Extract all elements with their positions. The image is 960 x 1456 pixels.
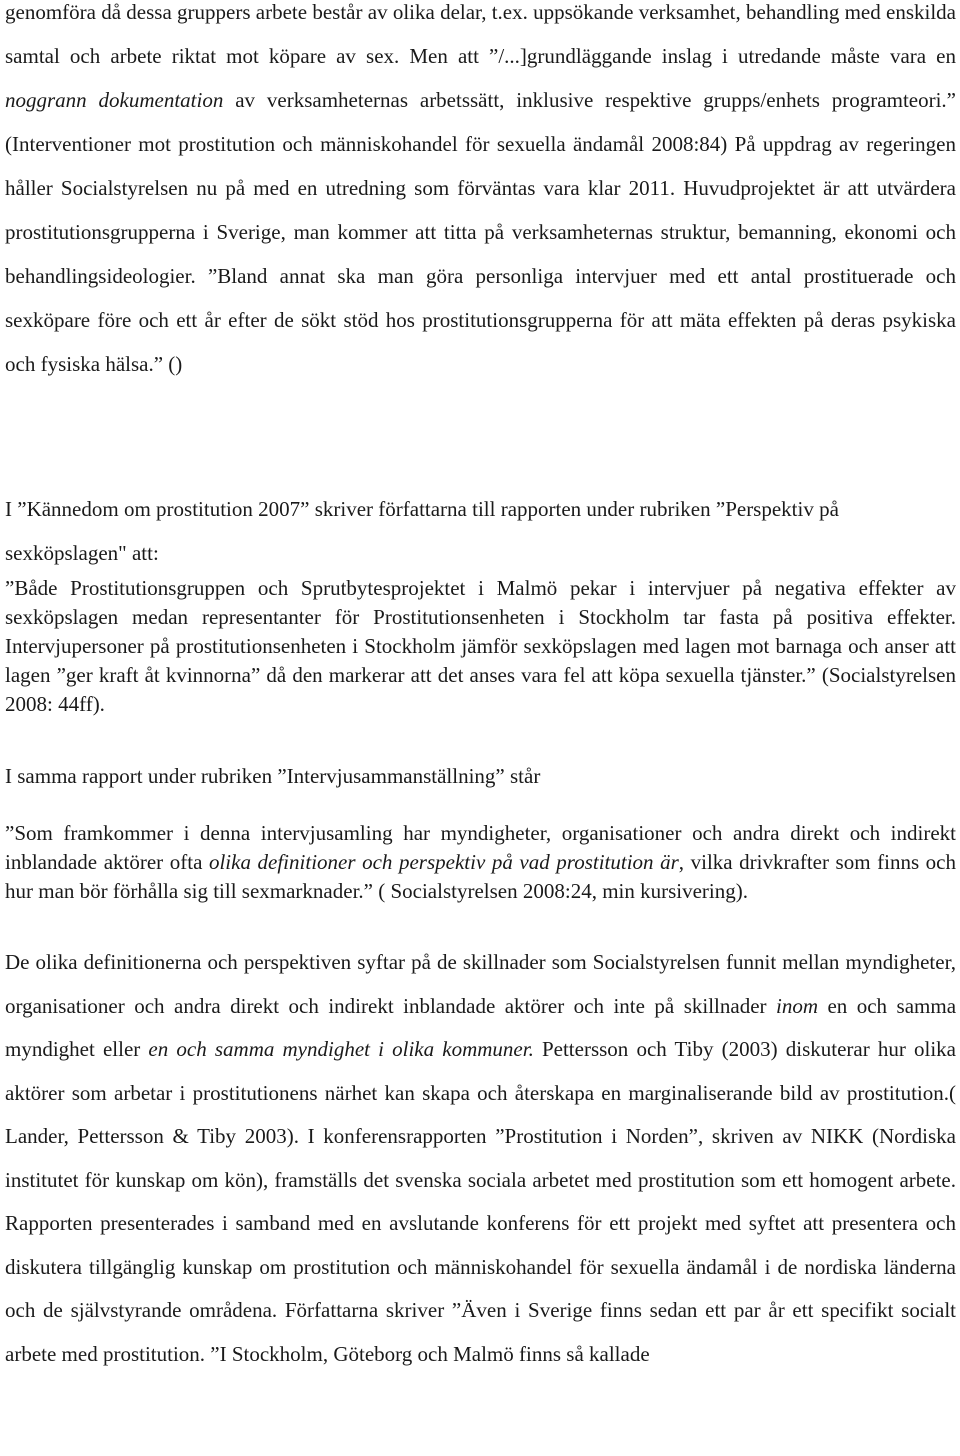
paragraph-definitioner bbox=[0, 941, 960, 1376]
paragraph-intro-text-a: genomföra då dessa gruppers arbete består av olika delar, t.ex. uppsökande verksamhet, behandling med enskilda samtal och arbete riktat mot köpare av sex. Men att ”/...]grundläggande inslag i utredande måste vara en bbox=[5, 0, 956, 68]
paragraph-intro bbox=[0, 0, 960, 386]
paragraph-definitioner-text-c: en och samma myndighet eller bbox=[5, 993, 957, 1061]
paragraph-intro-italic: noggrann dokumentation bbox=[5, 88, 224, 112]
paragraph-definitioner-text-e: Pettersson och Tiby (2003) diskuterar hur olika aktörer som arbetar i prostitutionens närhet kan skapa och återskapa en marginaliserande bild av prostitution.( Lander, Pettersson & Tiby 2003). I konferensrapporten ”Prostitution i Norden”, skriven av NIKK (Nordiska institutet för kunskap om kön), framställs det svenska sociala arbetet med prostitution som ett homogent arbete. Rapporten presenterades i samband med en avslutande konferens för ett projekt med syftet att presentera och diskutera tillgänglig kunskap om prostitution och människohandel för sexuella ändamål i de nordiska länderna och de självstyrande områdena. Författarna skriver ”Även i Sverige finns sedan ett par år ett specifikt socialt arbete med prostitution. ”I Stockholm, Göteborg och Malmö finns så kallade bbox=[5, 1037, 956, 1366]
quote-intervjusamling-italic: olika definitioner och perspektiv på vad prostitution är bbox=[208, 850, 679, 874]
paragraph-intro-text-c: av verksamheternas arbetssätt, inklusive respektive grupps/enhets programteori.” (Interventioner mot prostitution och människohandel för sexuella ändamål 2008:84) På uppdrag av regeringen håller Socialstyrelsen nu på med en utredning som förväntas vara klar 2011. Huvudprojektet är att utvärdera prostitutionsgrupperna i Sverige, man kommer att titta på verksamheternas struktur, bemanning, ekonomi och behandlingsideologier. ”Bland annat ska man göra personliga intervjuer med ett antal prostituerade och sexköpare före och ett år efter de sökt stöd hos prostitutionsgrupperna för att mäta effekten på deras psykiska och fysiska hälsa.” () bbox=[5, 88, 957, 376]
paragraph-definitioner-italic-kommuner: en och samma myndighet i olika kommuner. bbox=[148, 1037, 534, 1061]
block-quote-prostitutionsgruppen: ”Både Prostitutionsgruppen och Sprutbytesprojektet i Malmö pekar i intervjuer på negativa effekter av sexköpslagen medan representanter för Prostitutionsenheten i Stockholm tar fasta på positiva effekter. Intervjupersoner på prostitutionsenheten i Stockholm jämför sexköpslagen med lagen mot barnaga och anser att lagen ”ger kraft åt kvinnorna” då den markerar att det anses vara fel att köpa sexuella tjänster.” (Socialstyrelsen 2008: 44ff). bbox=[5, 576, 956, 716]
paragraph-intervjusammanstallning: I samma rapport under rubriken ”Intervjusammanställning” står bbox=[5, 764, 541, 788]
paragraph-definitioner-text-a: De olika definitionerna och perspektiven syftar på de skillnader som Socialstyrelsen funnit mellan myndigheter, organisationer och andra direkt och indirekt inblandade aktörer och inte på skillnader bbox=[5, 950, 956, 1018]
block-quote-intervjusamling bbox=[0, 819, 960, 906]
quote-intervjusamling-text-a: ”Som framkommer i denna intervjusamling har myndigheter, organisationer och andra direkt och indirekt inblandade aktörer ofta bbox=[5, 821, 956, 874]
paragraph-kannedom: I ”Kännedom om prostitution 2007” skriver författarna till rapporten under rubriken ”Perspektiv på sexköpslagen" att: bbox=[5, 497, 839, 565]
quote-intervjusamling-text-c: , vilka drivkrafter som finns och hur man bör förhålla sig till sexmarknader.” ( Socialstyrelsen 2008:24, min kursivering). bbox=[5, 850, 957, 903]
paragraph-definitioner-italic-inom: inom bbox=[775, 993, 818, 1018]
